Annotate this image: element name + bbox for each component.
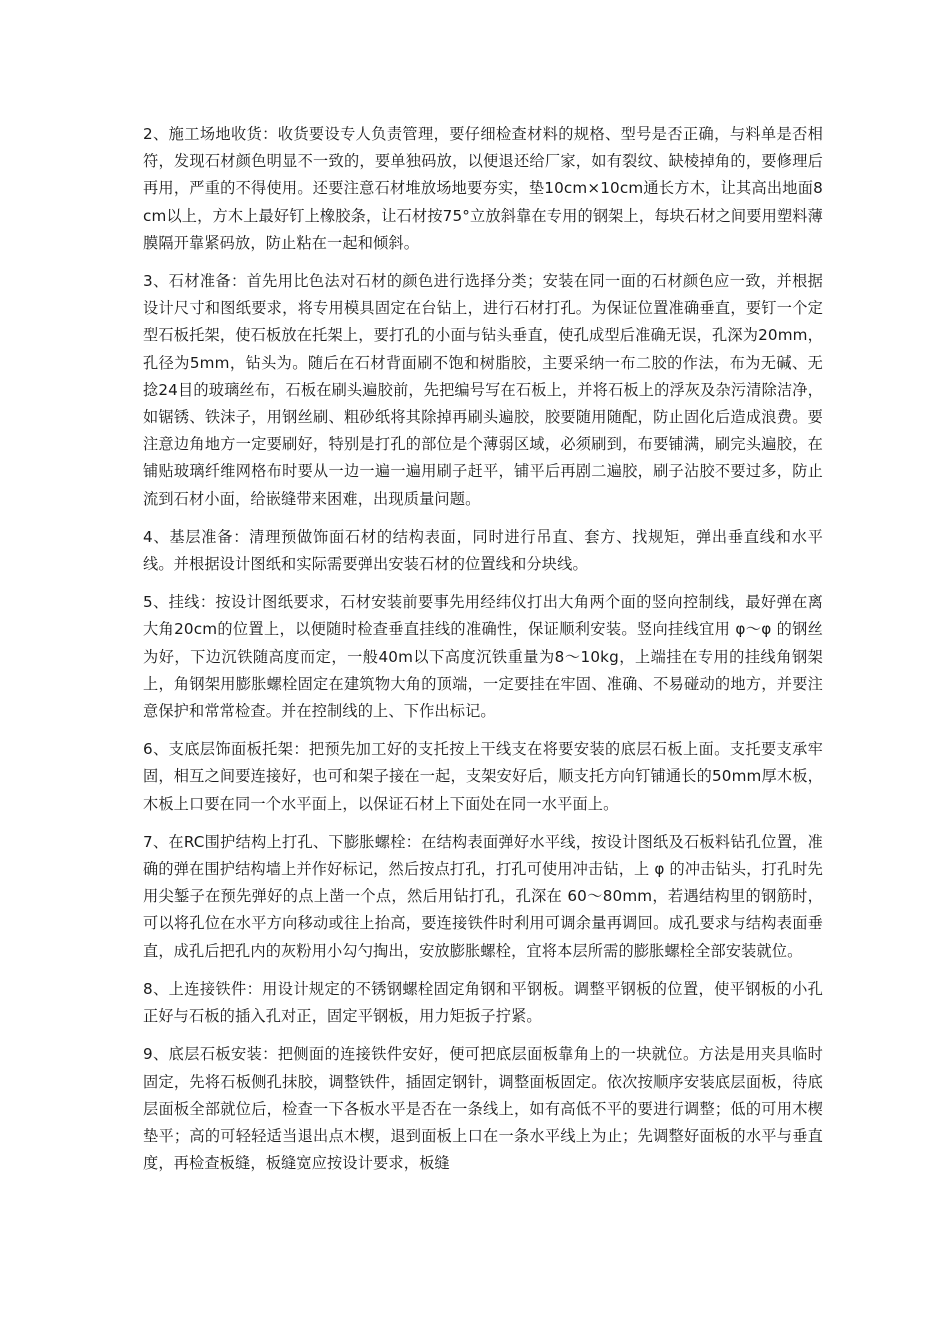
paragraph-4-base-preparation: 4、基层准备：清理预做饰面石材的结构表面，同时进行吊直、套方、找规矩，弹出垂直线和水平线。并根据设计图纸和实际需要弹出安装石材的位置线和分块线。 [143,527,823,574]
paragraph-3-stone-preparation: 3、石材准备：首先用比色法对石材的颜色进行选择分类；安装在同一面的石材颜色应一致，并根据设计尺寸和图纸要求，将专用模具固定在台钻上，进行石材打孔。为保证位置准确垂直，要钉一个定型石板托架，使石板放在托架上，要打孔的小面与钻头垂直，使孔成型后准确无误，孔深为20mm，孔径为5mm，钻头为。随后在石材背面刷不饱和树脂胶，主要采纳一布二胶的作法，布为无碱、无捻24目的玻璃丝布，石板在刷头遍胶前，先把编号写在石板上，并将石板上的浮灰及杂污清除洁净，如锯锈、铁沫子，用钢丝刷、粗砂纸将其除掉再刷头遍胶，胶要随用随配，防止固化后造成浪费。要注意边角地方一定要刷好，特别是打孔的部位是个薄弱区域，必须刷到，布要铺满，刷完头遍胶，在铺贴玻璃纤维网格布时要从一边一遍一遍用刷子赶平，铺平后再剧二遍胶，刷子沾胶不要过多，防止流到石材小面，给嵌缝带来困难，出现质量问题。 [143,272,823,508]
paragraph-8-connecting-iron: 8、上连接铁件：用设计规定的不锈钢螺栓固定角钢和平钢板。调整平钢板的位置，使平钢板的小孔正好与石板的插入孔对正，固定平钢板，用力矩扳子拧紧。 [143,979,823,1026]
paragraph-2-site-receiving: 2、施工场地收货：收货要设专人负责管理，要仔细检查材料的规格、型号是否正确，与料单是否相符，发现石材颜色明显不一致的，要单独码放，以便退还给厂家，如有裂纹、缺棱掉角的，要修理后再用，严重的不得使用。还要注意石材堆放场地要夯实，垫10cm×10cm通长方木，让其高出地面8cm以上，方木上最好钉上橡胶条，让石材按75°立放斜靠在专用的钢架上，每块石材之间要用塑料薄膜隔开靠紧码放，防止粘在一起和倾斜。 [143,125,823,252]
paragraph-6-bottom-bracket: 6、支底层饰面板托架：把预先加工好的支托按上干线支在将要安装的底层石板上面。支托要支承牢固，相互之间要连接好，也可和架子接在一起，支架安好后，顺支托方向钉铺通长的50mm厚木板，木板上口要在同一个水平面上，以保证石材上下面处在同一水平面上。 [143,740,823,813]
document-body [143,121,823,1188]
paragraph-9-bottom-slab-install: 9、底层石板安装：把侧面的连接铁件安好，便可把底层面板靠角上的一块就位。方法是用夹具临时固定，先将石板侧孔抹胶，调整铁件，插固定钢针，调整面板固定。依次按顺序安装底层面板，待底层面板全部就位后，检查一下各板水平是否在一条线上，如有高低不平的要进行调整；低的可用木楔垫平；高的可轻轻适当退出点木楔，退到面板上口在一条水平线上为止；先调整好面板的水平与垂直度，再检查板缝，板缝宽应按设计要求，板缝 [143,1045,823,1173]
paragraph-5-plumb-lines: 5、挂线：按设计图纸要求，石材安装前要事先用经纬仪打出大角两个面的竖向控制线，最好弹在离大角20cm的位置上，以便随时检查垂直挂线的准确性，保证顺利安装。竖向挂线宜用 φ～φ 的钢丝为好，下边沉铁随高度而定，一般40m以下高度沉铁重量为8～10kg，上端挂在专用的挂线角钢架上，角钢架用膨胀螺栓固定在建筑物大角的顶端，一定要挂在牢固、准确、不易碰动的地方，并要注意保护和常常检查。并在控制线的上、下作出标记。 [143,593,823,721]
paragraph-7-drilling-bolts: 7、在RC围护结构上打孔、下膨胀螺栓：在结构表面弹好水平线，按设计图纸及石板料钻孔位置，准确的弹在围护结构墙上并作好标记，然后按点打孔，打孔可使用冲击钻，上 φ 的冲击钻头，打孔时先用尖錾子在预先弹好的点上凿一个点，然后用钻打孔，孔深在 60～80mm，若遇结构里的钢筋时，可以将孔位在水平方向移动或往上抬高，要连接铁件时利用可调余量再调回。成孔要求与结构表面垂直，成孔后把孔内的灰粉用小勾勺掏出，安放膨胀螺栓，宜将本层所需的膨胀螺栓全部安装就位。 [143,832,823,960]
